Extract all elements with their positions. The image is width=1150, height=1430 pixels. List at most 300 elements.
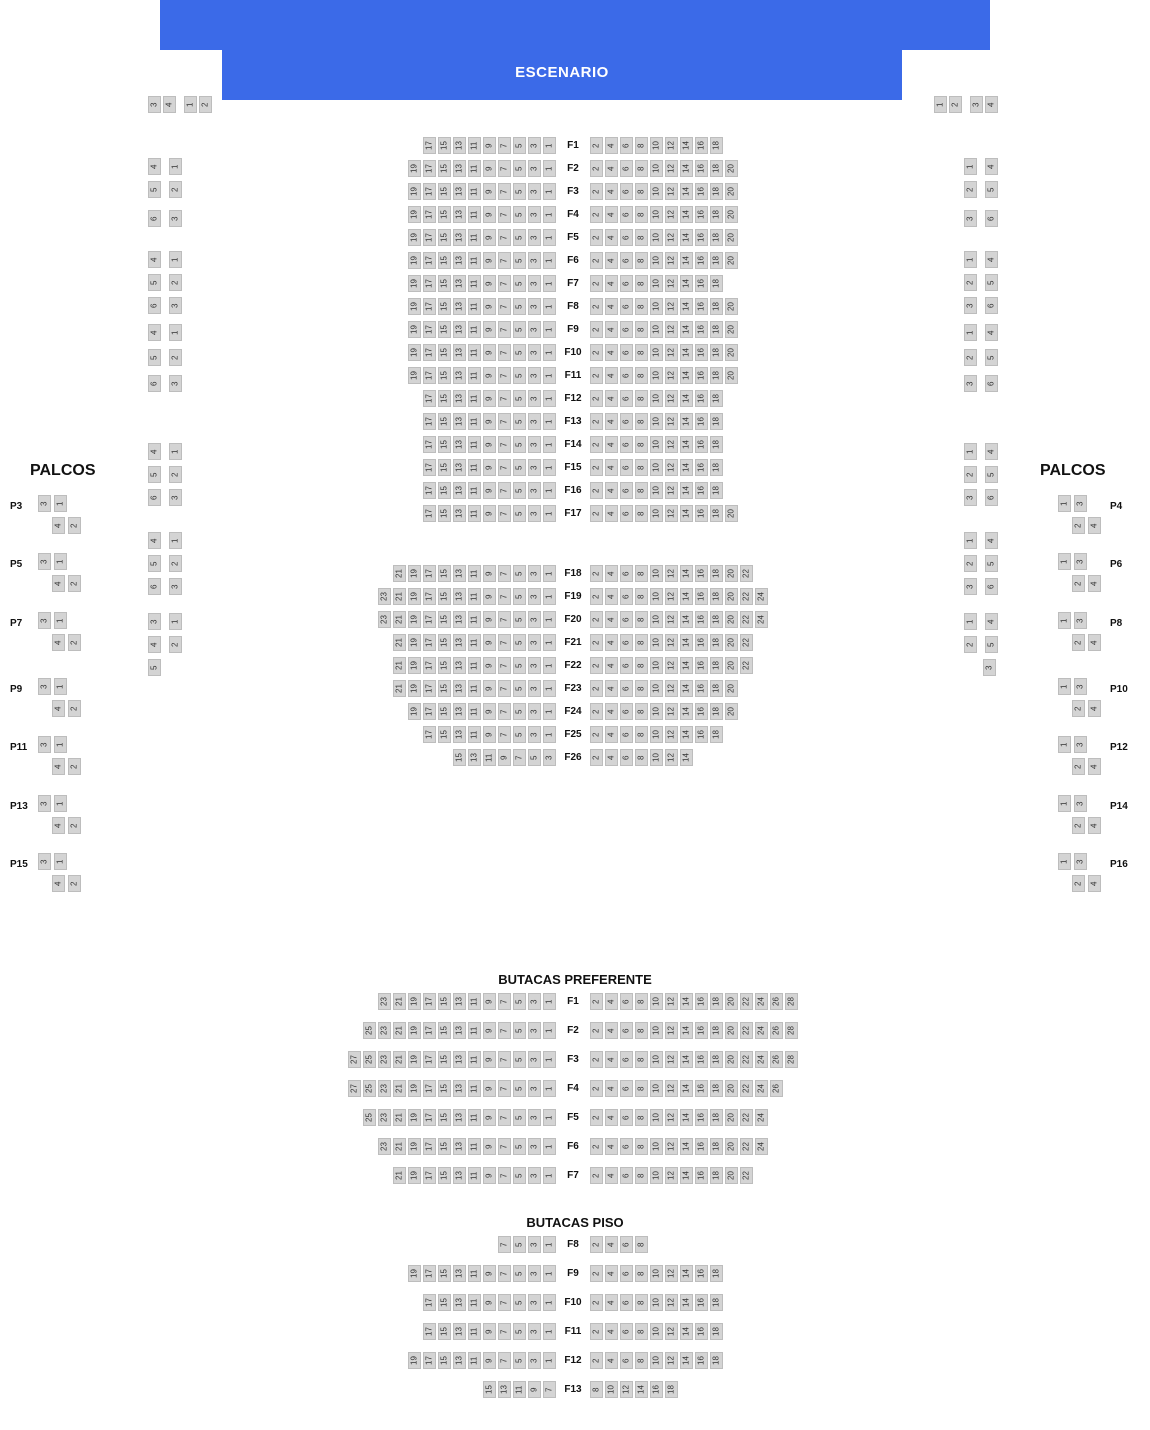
seat[interactable]: 5 [513, 1138, 526, 1155]
seat[interactable]: 8 [635, 1138, 648, 1155]
seat[interactable]: 2 [590, 1294, 603, 1311]
seat[interactable]: 1 [543, 588, 556, 605]
seat[interactable]: 20 [725, 565, 738, 582]
seat[interactable]: 18 [710, 703, 723, 720]
seat[interactable]: 11 [468, 459, 481, 476]
seat[interactable]: 3 [169, 489, 182, 506]
seat[interactable]: 2 [964, 349, 977, 366]
seat[interactable]: 13 [453, 436, 466, 453]
seat[interactable]: 17 [423, 588, 436, 605]
seat[interactable]: 14 [680, 206, 693, 223]
seat[interactable]: 5 [513, 588, 526, 605]
seat[interactable]: 6 [620, 1167, 633, 1184]
seat[interactable]: 13 [453, 634, 466, 651]
seat[interactable]: 4 [985, 251, 998, 268]
seat[interactable]: 1 [543, 482, 556, 499]
seat[interactable]: 18 [710, 565, 723, 582]
seat[interactable]: 12 [665, 298, 678, 315]
seat[interactable]: 2 [590, 482, 603, 499]
seat[interactable]: 17 [423, 482, 436, 499]
seat[interactable]: 11 [468, 137, 481, 154]
seat[interactable]: 7 [498, 1022, 511, 1039]
seat[interactable]: 5 [513, 1167, 526, 1184]
seat[interactable]: 3 [528, 482, 541, 499]
seat[interactable]: 4 [52, 817, 65, 834]
seat[interactable]: 2 [1072, 517, 1085, 534]
seat[interactable]: 20 [725, 298, 738, 315]
seat[interactable]: 9 [483, 275, 496, 292]
seat[interactable]: 1 [543, 206, 556, 223]
seat[interactable]: 6 [620, 657, 633, 674]
seat[interactable]: 15 [438, 565, 451, 582]
seat[interactable]: 17 [423, 703, 436, 720]
seat[interactable]: 11 [468, 1323, 481, 1340]
seat[interactable]: 22 [740, 657, 753, 674]
seat[interactable]: 17 [423, 252, 436, 269]
seat[interactable]: 18 [665, 1381, 678, 1398]
seat[interactable]: 21 [393, 1051, 406, 1068]
seat[interactable]: 11 [468, 611, 481, 628]
seat[interactable]: 19 [408, 1022, 421, 1039]
seat[interactable]: 2 [590, 726, 603, 743]
seat[interactable]: 2 [169, 349, 182, 366]
seat[interactable]: 4 [148, 324, 161, 341]
seat[interactable]: 2 [590, 1051, 603, 1068]
seat[interactable]: 4 [605, 275, 618, 292]
seat[interactable]: 19 [408, 252, 421, 269]
seat[interactable]: 12 [665, 565, 678, 582]
seat[interactable]: 13 [453, 137, 466, 154]
seat[interactable]: 11 [468, 1265, 481, 1282]
seat[interactable]: 17 [423, 367, 436, 384]
seat[interactable]: 19 [408, 611, 421, 628]
seat[interactable]: 3 [964, 489, 977, 506]
seat[interactable]: 18 [710, 588, 723, 605]
seat[interactable]: 3 [528, 1294, 541, 1311]
seat[interactable]: 10 [650, 1051, 663, 1068]
seat[interactable]: 18 [710, 482, 723, 499]
seat[interactable]: 3 [148, 613, 161, 630]
seat[interactable]: 5 [513, 1109, 526, 1126]
seat[interactable]: 11 [468, 1109, 481, 1126]
seat[interactable]: 16 [695, 275, 708, 292]
seat[interactable]: 3 [528, 1352, 541, 1369]
seat[interactable]: 1 [543, 505, 556, 522]
seat[interactable]: 14 [680, 680, 693, 697]
seat[interactable]: 26 [770, 1080, 783, 1097]
seat[interactable]: 14 [680, 229, 693, 246]
seat[interactable]: 24 [755, 1022, 768, 1039]
seat[interactable]: 16 [695, 1022, 708, 1039]
seat[interactable]: 23 [378, 1022, 391, 1039]
seat[interactable]: 16 [695, 1265, 708, 1282]
seat[interactable]: 16 [695, 1051, 708, 1068]
seat[interactable]: 12 [665, 1138, 678, 1155]
seat[interactable]: 1 [54, 495, 67, 512]
seat[interactable]: 21 [393, 657, 406, 674]
seat[interactable]: 7 [498, 183, 511, 200]
seat[interactable]: 7 [498, 436, 511, 453]
seat[interactable]: 5 [985, 181, 998, 198]
seat[interactable]: 13 [453, 298, 466, 315]
seat[interactable]: 24 [755, 1138, 768, 1155]
seat[interactable]: 14 [680, 657, 693, 674]
seat[interactable]: 4 [52, 575, 65, 592]
seat[interactable]: 16 [695, 413, 708, 430]
seat[interactable]: 13 [453, 565, 466, 582]
seat[interactable]: 5 [528, 749, 541, 766]
seat[interactable]: 8 [635, 344, 648, 361]
seat[interactable]: 10 [650, 993, 663, 1010]
seat[interactable]: 1 [543, 137, 556, 154]
seat[interactable]: 6 [148, 375, 161, 392]
seat[interactable]: 19 [408, 229, 421, 246]
seat[interactable]: 4 [52, 634, 65, 651]
seat[interactable]: 8 [635, 229, 648, 246]
seat[interactable]: 20 [725, 634, 738, 651]
seat[interactable]: 18 [710, 344, 723, 361]
seat[interactable]: 10 [650, 482, 663, 499]
seat[interactable]: 13 [453, 229, 466, 246]
seat[interactable]: 18 [710, 993, 723, 1010]
seat[interactable]: 2 [590, 1236, 603, 1253]
seat[interactable]: 17 [423, 1265, 436, 1282]
seat[interactable]: 20 [725, 1022, 738, 1039]
seat[interactable]: 3 [38, 736, 51, 753]
seat[interactable]: 4 [605, 1294, 618, 1311]
seat[interactable]: 1 [543, 1265, 556, 1282]
seat[interactable]: 8 [635, 367, 648, 384]
seat[interactable]: 19 [408, 1352, 421, 1369]
seat[interactable]: 10 [650, 611, 663, 628]
seat[interactable]: 10 [650, 1138, 663, 1155]
seat[interactable]: 17 [423, 390, 436, 407]
seat[interactable]: 8 [635, 1294, 648, 1311]
seat[interactable]: 8 [635, 749, 648, 766]
seat[interactable]: 5 [985, 555, 998, 572]
seat[interactable]: 2 [590, 565, 603, 582]
seat[interactable]: 12 [665, 1167, 678, 1184]
seat[interactable]: 1 [169, 532, 182, 549]
seat[interactable]: 3 [528, 1265, 541, 1282]
seat[interactable]: 7 [498, 229, 511, 246]
seat[interactable]: 22 [740, 993, 753, 1010]
seat[interactable]: 17 [423, 1051, 436, 1068]
palco-box[interactable] [38, 553, 84, 597]
seat[interactable]: 1 [543, 1294, 556, 1311]
seat[interactable]: 13 [453, 1080, 466, 1097]
seat[interactable]: 12 [665, 390, 678, 407]
seat[interactable]: 17 [423, 413, 436, 430]
seat[interactable]: 25 [363, 1022, 376, 1039]
seat[interactable]: 9 [483, 160, 496, 177]
seat[interactable]: 1 [54, 612, 67, 629]
seat[interactable]: 6 [620, 1352, 633, 1369]
seat[interactable]: 3 [528, 1109, 541, 1126]
seat[interactable]: 5 [148, 181, 161, 198]
seat[interactable]: 10 [650, 390, 663, 407]
seat[interactable]: 2 [590, 206, 603, 223]
seat[interactable]: 9 [483, 183, 496, 200]
seat[interactable]: 19 [408, 1109, 421, 1126]
seat[interactable]: 9 [498, 749, 511, 766]
seat[interactable]: 13 [453, 680, 466, 697]
seat[interactable]: 3 [528, 344, 541, 361]
seat[interactable]: 14 [680, 1080, 693, 1097]
seat[interactable]: 18 [710, 436, 723, 453]
seat[interactable]: 12 [665, 275, 678, 292]
seat[interactable]: 6 [985, 578, 998, 595]
seat[interactable]: 6 [620, 749, 633, 766]
seat[interactable]: 5 [513, 344, 526, 361]
seat[interactable]: 13 [453, 1323, 466, 1340]
seat[interactable]: 16 [695, 390, 708, 407]
seat[interactable]: 28 [785, 993, 798, 1010]
seat[interactable]: 14 [680, 459, 693, 476]
seat[interactable]: 3 [528, 229, 541, 246]
seat[interactable]: 8 [635, 390, 648, 407]
seat[interactable]: 17 [423, 1109, 436, 1126]
seat[interactable]: 17 [423, 565, 436, 582]
seat[interactable]: 1 [1058, 853, 1071, 870]
seat[interactable]: 2 [1072, 634, 1085, 651]
seat[interactable]: 2 [590, 436, 603, 453]
seat[interactable]: 3 [528, 436, 541, 453]
seat[interactable]: 5 [513, 657, 526, 674]
seat[interactable]: 3 [38, 495, 51, 512]
seat[interactable]: 19 [408, 588, 421, 605]
seat[interactable]: 17 [423, 1294, 436, 1311]
seat[interactable]: 6 [620, 1080, 633, 1097]
seat[interactable]: 1 [543, 993, 556, 1010]
seat[interactable]: 15 [438, 588, 451, 605]
seat[interactable]: 12 [665, 1109, 678, 1126]
seat[interactable]: 10 [650, 160, 663, 177]
seat[interactable]: 24 [755, 1080, 768, 1097]
seat[interactable]: 16 [695, 657, 708, 674]
seat[interactable]: 5 [513, 726, 526, 743]
seat[interactable]: 18 [710, 321, 723, 338]
seat[interactable]: 5 [513, 390, 526, 407]
seat[interactable]: 7 [498, 634, 511, 651]
seat[interactable]: 5 [985, 466, 998, 483]
seat[interactable]: 12 [665, 1323, 678, 1340]
seat[interactable]: 21 [393, 611, 406, 628]
seat[interactable]: 3 [964, 578, 977, 595]
seat[interactable]: 2 [590, 505, 603, 522]
seat[interactable]: 9 [483, 1167, 496, 1184]
seat[interactable]: 2 [590, 344, 603, 361]
seat[interactable]: 11 [468, 298, 481, 315]
seat[interactable]: 13 [453, 206, 466, 223]
seat[interactable]: 4 [605, 459, 618, 476]
seat[interactable]: 17 [423, 680, 436, 697]
seat[interactable]: 3 [964, 210, 977, 227]
seat[interactable]: 14 [680, 183, 693, 200]
seat[interactable]: 5 [513, 1265, 526, 1282]
seat[interactable]: 5 [513, 1294, 526, 1311]
seat[interactable]: 4 [605, 680, 618, 697]
seat[interactable]: 11 [468, 436, 481, 453]
seat[interactable]: 18 [710, 1080, 723, 1097]
seat[interactable]: 24 [755, 993, 768, 1010]
seat[interactable]: 1 [543, 1323, 556, 1340]
seat[interactable]: 2 [590, 749, 603, 766]
seat[interactable]: 11 [468, 726, 481, 743]
seat[interactable]: 12 [665, 703, 678, 720]
seat[interactable]: 9 [528, 1381, 541, 1398]
seat[interactable]: 6 [148, 297, 161, 314]
seat[interactable]: 13 [453, 252, 466, 269]
seat[interactable]: 13 [453, 1167, 466, 1184]
seat[interactable]: 1 [543, 436, 556, 453]
seat[interactable]: 8 [635, 1109, 648, 1126]
seat[interactable]: 3 [38, 612, 51, 629]
seat[interactable]: 15 [438, 183, 451, 200]
seat[interactable]: 2 [964, 274, 977, 291]
seat[interactable]: 6 [620, 482, 633, 499]
seat[interactable]: 11 [468, 588, 481, 605]
seat[interactable]: 6 [148, 210, 161, 227]
seat[interactable]: 3 [964, 297, 977, 314]
seat[interactable]: 18 [710, 611, 723, 628]
seat[interactable]: 16 [695, 1109, 708, 1126]
seat[interactable]: 13 [453, 1265, 466, 1282]
seat[interactable]: 11 [483, 749, 496, 766]
seat[interactable]: 8 [635, 459, 648, 476]
seat[interactable]: 23 [378, 1080, 391, 1097]
seat[interactable]: 2 [590, 1138, 603, 1155]
seat[interactable]: 1 [543, 1022, 556, 1039]
seat[interactable]: 9 [483, 634, 496, 651]
seat[interactable]: 1 [543, 1236, 556, 1253]
seat[interactable]: 6 [620, 634, 633, 651]
seat[interactable]: 18 [710, 1167, 723, 1184]
seat[interactable]: 5 [148, 349, 161, 366]
seat[interactable]: 22 [740, 1167, 753, 1184]
seat[interactable]: 14 [680, 390, 693, 407]
seat[interactable]: 10 [650, 680, 663, 697]
seat[interactable]: 5 [513, 413, 526, 430]
seat[interactable]: 3 [528, 390, 541, 407]
seat[interactable]: 7 [498, 459, 511, 476]
seat[interactable]: 13 [453, 1138, 466, 1155]
seat[interactable]: 12 [665, 993, 678, 1010]
seat[interactable]: 1 [543, 565, 556, 582]
seat[interactable]: 2 [590, 1265, 603, 1282]
seat[interactable]: 4 [605, 588, 618, 605]
seat[interactable]: 4 [52, 875, 65, 892]
seat[interactable]: 7 [498, 1051, 511, 1068]
seat[interactable]: 27 [348, 1051, 361, 1068]
seat[interactable]: 18 [710, 680, 723, 697]
seat[interactable]: 5 [513, 298, 526, 315]
seat[interactable]: 10 [650, 703, 663, 720]
seat[interactable]: 15 [438, 459, 451, 476]
seat[interactable]: 1 [1058, 795, 1071, 812]
seat[interactable]: 15 [438, 482, 451, 499]
seat[interactable]: 3 [528, 252, 541, 269]
seat[interactable]: 20 [725, 206, 738, 223]
seat[interactable]: 25 [363, 1109, 376, 1126]
seat[interactable]: 2 [1072, 875, 1085, 892]
seat[interactable]: 9 [483, 229, 496, 246]
seat[interactable]: 18 [710, 367, 723, 384]
seat[interactable]: 1 [964, 158, 977, 175]
seat[interactable]: 3 [528, 993, 541, 1010]
seat[interactable]: 1 [169, 324, 182, 341]
seat[interactable]: 20 [725, 703, 738, 720]
seat[interactable]: 16 [695, 459, 708, 476]
palco-box[interactable] [38, 495, 84, 539]
seat[interactable]: 18 [710, 505, 723, 522]
seat[interactable]: 8 [635, 1236, 648, 1253]
seat[interactable]: 23 [378, 993, 391, 1010]
seat[interactable]: 7 [498, 611, 511, 628]
seat[interactable]: 7 [498, 588, 511, 605]
seat[interactable]: 4 [605, 1265, 618, 1282]
seat[interactable]: 3 [528, 298, 541, 315]
seat[interactable]: 10 [650, 275, 663, 292]
seat[interactable]: 3 [38, 553, 51, 570]
seat[interactable]: 15 [438, 1138, 451, 1155]
seat[interactable]: 9 [483, 321, 496, 338]
seat[interactable]: 7 [498, 726, 511, 743]
seat[interactable]: 4 [605, 565, 618, 582]
seat[interactable]: 18 [710, 160, 723, 177]
seat[interactable]: 18 [710, 1051, 723, 1068]
seat[interactable]: 9 [483, 680, 496, 697]
seat[interactable]: 3 [148, 96, 161, 113]
seat[interactable]: 2 [1072, 758, 1085, 775]
seat[interactable]: 18 [710, 1138, 723, 1155]
seat[interactable]: 14 [680, 1323, 693, 1340]
seat[interactable]: 17 [423, 459, 436, 476]
seat[interactable]: 7 [498, 321, 511, 338]
seat[interactable]: 6 [620, 252, 633, 269]
seat[interactable]: 3 [528, 1022, 541, 1039]
seat[interactable]: 2 [590, 252, 603, 269]
seat[interactable]: 10 [650, 1265, 663, 1282]
seat[interactable]: 11 [468, 993, 481, 1010]
seat[interactable]: 12 [665, 459, 678, 476]
seat[interactable]: 2 [590, 657, 603, 674]
seat[interactable]: 10 [650, 367, 663, 384]
seat[interactable]: 5 [513, 137, 526, 154]
seat[interactable]: 26 [770, 1051, 783, 1068]
seat[interactable]: 21 [393, 1080, 406, 1097]
seat[interactable]: 20 [725, 1080, 738, 1097]
seat[interactable]: 18 [710, 1352, 723, 1369]
seat[interactable]: 2 [68, 575, 81, 592]
seat[interactable]: 1 [964, 251, 977, 268]
seat[interactable]: 16 [695, 1294, 708, 1311]
seat[interactable]: 4 [985, 324, 998, 341]
seat[interactable]: 8 [635, 726, 648, 743]
seat[interactable]: 26 [770, 993, 783, 1010]
seat[interactable]: 4 [1088, 875, 1101, 892]
seat[interactable]: 13 [453, 505, 466, 522]
seat[interactable]: 8 [635, 1323, 648, 1340]
seat[interactable]: 4 [605, 1080, 618, 1097]
palco-box[interactable] [38, 612, 84, 656]
seat[interactable]: 7 [498, 160, 511, 177]
seat[interactable]: 9 [483, 611, 496, 628]
seat[interactable]: 21 [393, 565, 406, 582]
seat[interactable]: 21 [393, 634, 406, 651]
seat[interactable]: 6 [148, 489, 161, 506]
seat[interactable]: 2 [68, 817, 81, 834]
